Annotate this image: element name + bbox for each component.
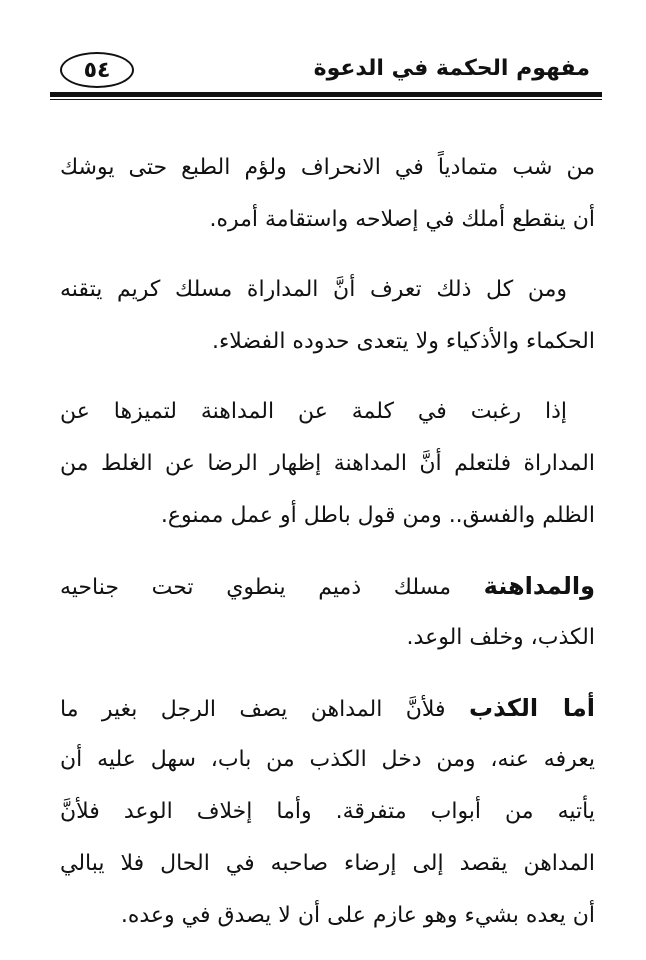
keyword: والمداهنة bbox=[483, 572, 595, 600]
text-line-with-keyword bbox=[60, 560, 595, 612]
text-line-with-keyword bbox=[60, 682, 595, 734]
body-text bbox=[60, 142, 595, 960]
text-line: أن يعده بشيء وهو عازم على أن لا يصدق في وعده. bbox=[120, 903, 595, 928]
header-rule-thick bbox=[50, 92, 602, 97]
text-line: المداهن يقصد إلى إرضاء صاحبه في الحال فلا يبالي bbox=[60, 851, 595, 876]
text-line: أن ينقطع أملك في إصلاحه واستقامة أمره. bbox=[209, 207, 595, 232]
text-line: المداراة فلتعلم أنَّ المداهنة إظهار الرضا عن الغلط من bbox=[60, 451, 595, 476]
text-line: إذا رغبت في كلمة عن المداهنة لتميزها عن bbox=[60, 399, 567, 424]
paragraph-4 bbox=[60, 560, 595, 664]
text-line: الظلم والفسق.. ومن قول باطل أو عمل ممنوع. bbox=[160, 503, 595, 528]
text-line-rest: فلأنَّ المداهن يصف الرجل بغير ما bbox=[60, 697, 469, 722]
running-title: مفهوم الحكمة في الدعوة bbox=[313, 56, 590, 81]
text-line: ومن كل ذلك تعرف أنَّ المداراة مسلك كريم يتقنه bbox=[60, 277, 567, 302]
keyword: أما الكذب bbox=[468, 694, 595, 722]
text-line-rest: مسلك ذميم ينطوي تحت جناحيه bbox=[60, 575, 484, 600]
text-line: يعرفه عنه، ومن دخل الكذب من باب، سهل عليه أن bbox=[60, 747, 595, 772]
text-line: الحكماء والأذكياء ولا يتعدى حدوده الفضلاء. bbox=[211, 329, 595, 354]
paragraph-3 bbox=[60, 386, 595, 542]
paragraph-2 bbox=[60, 264, 595, 368]
page-number: ٥٤ bbox=[60, 52, 134, 88]
page-header bbox=[60, 52, 590, 92]
text-line: الكذب، وخلف الوعد. bbox=[406, 625, 595, 650]
paragraph-1 bbox=[60, 142, 595, 246]
text-line: من شب متمادياً في الانحراف ولؤم الطبع حتى يوشك bbox=[60, 155, 595, 180]
paragraph-5 bbox=[60, 682, 595, 942]
header-rule-thin bbox=[50, 99, 602, 100]
text-line: يأتيه من أبواب متفرقة. وأما إخلاف الوعد فلأنَّ bbox=[60, 799, 595, 824]
